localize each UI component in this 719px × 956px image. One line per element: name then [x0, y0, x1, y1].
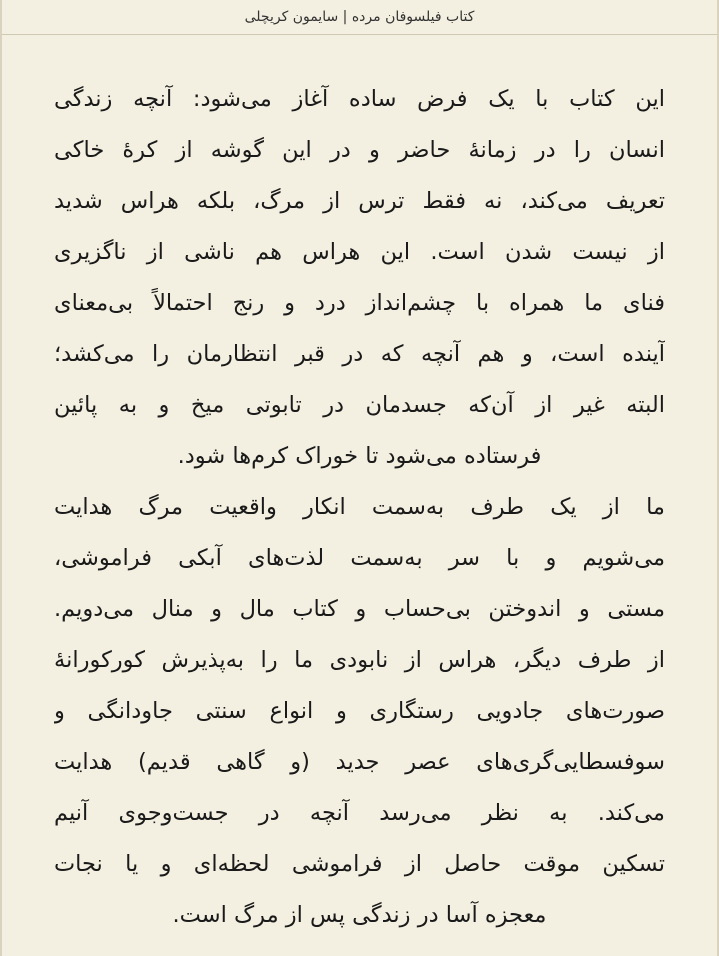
text-line: مستی و اندوختن بی‌حساب و کتاب مال و منال می‌دویم.: [54, 596, 665, 622]
text-line: فنای ما همراه با چشم‌انداز درد و رنج احتمالاً بی‌معنای: [54, 290, 665, 316]
page-header: [2, 0, 717, 35]
text-line: این کتاب با یک فرض ساده آغاز می‌شود: آنچه زندگی: [54, 86, 665, 112]
text-line: صورت‌های جادویی رستگاری و انواع سنتی جاودانگی و: [54, 698, 665, 724]
text-line: فرستاده می‌شود تا خوراک کرم‌ها شود.: [177, 443, 542, 469]
text-line: البته غیر از آن‌که جسدمان در تابوتی میخ و به پائین: [54, 392, 665, 418]
text-line: تسکین موقت حاصل از فراموشی لحظه‌ای و یا نجات: [54, 851, 665, 877]
book-text[interactable]: [54, 74, 665, 941]
text-line: از نیست شدن است. این هراس هم ناشی از ناگزیری: [54, 239, 665, 265]
book-title: کتاب فیلسوفان مرده | سایمون کریچلی: [244, 9, 475, 25]
text-line: می‌کند. به نظر می‌رسد آنچه در جست‌وجوی آنیم: [54, 800, 665, 826]
text-line: انسان را در زمانهٔ حاضر و در این گوشه از کرهٔ خاکی: [54, 137, 665, 163]
text-line: معجزه آسا در زندگی پس از مرگ است.: [172, 902, 547, 928]
text-line: تعریف می‌کند، نه فقط ترس از مرگ، بلکه هراس شدید: [54, 188, 665, 214]
text-line: سوفسطایی‌گری‌های عصر جدید (و گاهی قدیم) هدایت: [54, 749, 665, 775]
text-line: آینده است، و هم آنچه که در قبر انتظارمان را می‌کشد؛: [54, 341, 665, 367]
text-line: از طرف دیگر، هراس از نابودی ما را به‌پذیرش کورکورانهٔ: [54, 647, 665, 673]
text-line: می‌شویم و با سر به‌سمت لذت‌های آبکی فراموشی،: [54, 545, 665, 571]
text-line: ما از یک طرف به‌سمت انکار واقعیت مرگ هدایت: [54, 494, 665, 520]
